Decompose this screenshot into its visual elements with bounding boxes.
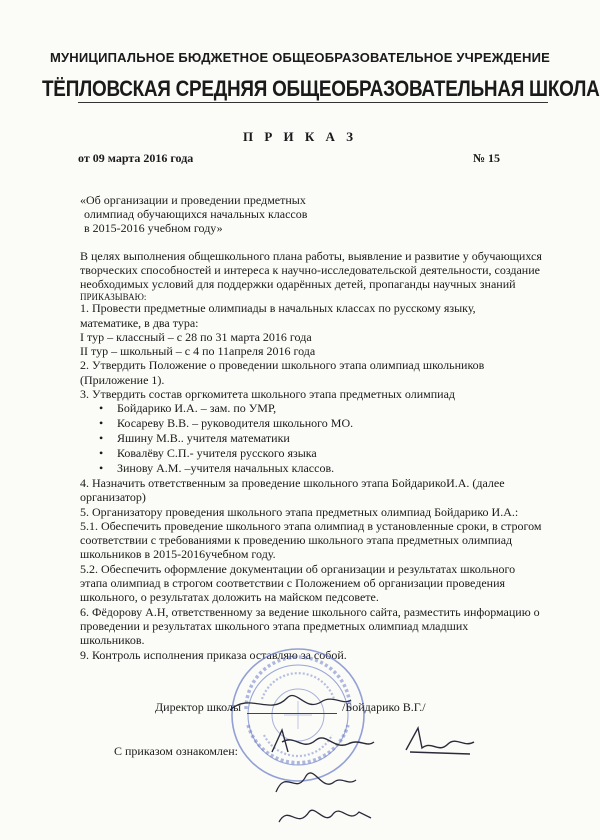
subject-line: олимпиад обучающихся начальных классов <box>84 207 308 221</box>
order-item: 5.2. Обеспечить оформление документации об организации и результатах школьного <box>80 562 516 576</box>
order-item: школьников. <box>80 633 145 647</box>
order-item: организатор) <box>80 490 146 504</box>
order-item: соответствии с требованиями к проведению школьного этапа предметных олимпиад <box>80 533 513 547</box>
order-item: школьного, о результатах доложить на майском педсовете. <box>80 590 379 604</box>
school-name: ТЁПЛОВСКАЯ СРЕДНЯЯ ОБЩЕОБРАЗОВАТЕЛЬНАЯ ШКОЛА <box>42 76 600 101</box>
staff-signature <box>400 722 480 762</box>
order-item: 4. Назначить ответственным за проведение школьного этапа БойдарикоИ.А. (далее <box>80 476 505 490</box>
subject-line: в 2015-2016 учебном году» <box>84 221 223 235</box>
order-date: от 09 марта 2016 года <box>78 151 194 165</box>
institution-name: МУНИЦИПАЛЬНОЕ БЮДЖЕТНОЕ ОБЩЕОБРАЗОВАТЕЛЬНОЕ УЧРЕЖДЕНИЕ <box>49 50 551 65</box>
director-name: /Бойдарико В.Г./ <box>342 700 426 714</box>
order-item: математике, в два тура: <box>80 316 199 330</box>
director-title: Директор школы <box>155 700 242 714</box>
order-item: 5.1. Обеспечить проведение школьного этапа олимпиад в установленные сроки, в строгом <box>80 519 542 533</box>
committee-member: • Бойдарико И.А. – зам. по УМР, <box>117 401 276 416</box>
order-item: этапа олимпиад в строгом соответствии с Положением об организации проведения <box>80 576 506 590</box>
preamble-line: В целях выполнения общешкольного плана работы, выявление и развитие у обучающихся <box>80 249 542 263</box>
order-item: II тур – школьный – с 4 по 11апреля 2016 года <box>80 344 316 358</box>
order-item: I тур – классный – с 28 по 31 марта 2016 года <box>80 330 312 344</box>
acquainted-label: С приказом ознакомлен: <box>114 744 239 758</box>
order-item: (Приложение 1). <box>80 373 165 387</box>
committee-member: • Косареву В.В. – руководителя школьного МО. <box>117 416 353 431</box>
order-item: 1. Провести предметные олимпиады в начальных классах по русскому языку, <box>80 301 476 315</box>
preamble-line: необходимых условий для поддержки одарённых детей, пропаганды научных знаний <box>80 277 516 291</box>
director-signature <box>225 682 355 722</box>
order-number: № 15 <box>473 151 501 165</box>
committee-member: • Яшину М.В.. учителя математики <box>117 431 290 446</box>
subject-line: «Об организации и проведении предметных <box>80 193 306 207</box>
committee-member: • Зинову А.М. –учителя начальных классов. <box>117 461 334 476</box>
order-item: 2. Утвердить Положение о проведении школьного этапа олимпиад школьников <box>80 358 485 372</box>
document-title: П Р И К А З <box>242 129 358 144</box>
order-item: 9. Контроль исполнения приказа оставляю за собой. <box>80 648 347 662</box>
header-divider <box>78 102 548 103</box>
order-word: ПРИКАЗЫВАЮ: <box>80 292 147 302</box>
preamble-line: творческих способностей и интереса к научно-исследовательской деятельности, создание <box>80 263 540 277</box>
order-item: школьников в 2015-2016учебном году. <box>80 547 276 561</box>
staff-signature <box>275 796 375 836</box>
order-item: 3. Утвердить состав оргкомитета школьного этапа предметных олимпиад <box>80 387 456 401</box>
order-item: проведении и результатах школьного этапа предметных олимпиад младших <box>80 619 469 633</box>
order-item: 6. Фёдорову А.Н, ответственному за ведение школьного сайта, разместить информацию о <box>80 605 540 619</box>
order-item: 5. Организатору проведения школьного этапа предметных олимпиад Бойдарико И.А.: <box>80 505 519 519</box>
staff-signature <box>268 722 378 762</box>
committee-member: • Ковалёву С.П.- учителя русского языка <box>117 446 317 461</box>
